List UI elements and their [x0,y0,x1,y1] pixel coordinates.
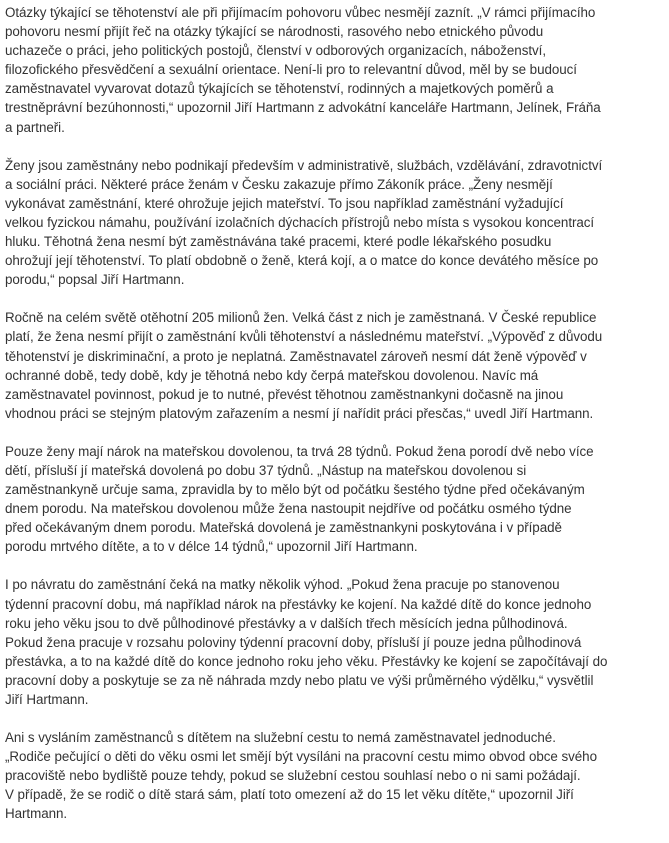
paragraph-line: Ročně na celém světě otěhotní 205 milionů žen. Velká část z nich je zaměstnaná. V České republice [5,310,597,326]
paragraph-line: V případě, že se rodič o dítě stará sám, platí toto omezení až do 15 let věku dítěte,“ upozornil Jiří [5,787,574,803]
paragraph-line: „Rodiče pečující o děti do věku osmi let smějí být vysíláni na pracovní cestu mimo obvod obce svého [5,749,597,765]
paragraph-line: dětí, přísluší jí mateřská dovolená po dobu 37 týdnů. „Nástup na mateřskou dovolenou si [5,462,527,478]
paragraph-line: před očekávaným dnem porodu. Mateřská dovolená je zaměstnankyni poskytována i v případě [5,520,562,536]
paragraph-line: Ženy jsou zaměstnány nebo podnikají především v administrativě, službách, vzdělávání, zdravotnictví [5,157,603,173]
paragraph-line: I po návratu do zaměstnání čeká na matky několik výhod. „Pokud žena pracuje po stanovenou [5,577,560,593]
paragraph-interview-questions [5,3,665,137]
paragraph-line: uchazeče o práci, jeho politických postojů, členství v odborových organizacích, náboženství, [5,43,546,59]
paragraph-line: Ani s vysláním zaměstnanců s dítětem na služební cestu to nemá zaměstnavatel jednoduché. [5,730,556,746]
paragraph-line: zaměstnankyně určuje sama, zpravidla by to mělo být od počátku šestého týdne před očekávaným [5,482,585,498]
paragraph-line: vhodnou práci se stejným platovým zařazením a nesmí jí nařídit práci přesčas,“ uvedl Jiří Hartmann. [5,405,594,421]
paragraph-line: přestávka, a to na každé dítě do konce jednoho roku jeho věku. Přestávky ke kojení se započítávají do [5,653,608,669]
paragraph-line: velkou fyzickou námahu, používání izolačních dýchacích přístrojů nebo místa s vysokou koncentrací [5,214,595,230]
paragraph-line: zaměstnavatel povinnost, pokud je to nutné, převést těhotnou zaměstnankyni dočasně na jinou [5,386,564,402]
paragraph-line: porodu mrtvého dítěte, a to v délce 14 týdnů,“ upozornil Jiří Hartmann. [5,539,418,555]
paragraph-line: vykonávat zaměstnání, které ohrožuje jejich mateřství. To jsou například zaměstnání vyžadující [5,195,564,211]
paragraph-line: a partneři. [5,119,65,135]
paragraph-maternity-leave [5,442,665,557]
paragraph-line: Pouze ženy mají nárok na mateřskou dovolenou, ta trvá 28 týdnů. Pokud žena porodí dvě nebo více [5,443,594,459]
paragraph-line: Jiří Hartmann. [5,692,89,707]
paragraph-nursing-breaks [5,575,665,709]
paragraph-line: ochranné době, tedy době, kdy je těhotná nebo kdy čerpá mateřskou dovolenou. Navíc má [5,367,539,383]
paragraph-line: pohovoru nesmí přijít řeč na otázky týkající se národnosti, rasového nebo etnického původu [5,24,544,40]
paragraph-line: roku jeho věku jsou to dvě půlhodinové přestávky a v dalších třech měsících jedna půlhodinová. [5,615,568,631]
paragraph-line: Pokud žena pracuje v rozsahu poloviny týdenní pracovní doby, přísluší jí pouze jedna půlhodinová [5,634,582,650]
paragraph-line: zaměstnavatel vyvarovat dotazů týkajících se těhotenství, rodinných a majetkových poměrů a [5,81,554,97]
paragraph-line: dnem porodu. Na mateřskou dovolenou může žena nastoupit nejdříve od počátku osmého týdne [5,501,572,517]
paragraph-business-trips [5,728,665,823]
paragraph-line: ohrožují její těhotenství. To platí obdobně o ženě, která kojí, a o matce do konce devátého měsíce po [5,253,599,269]
paragraph-line: trestněprávní bezúhonnosti,“ upozornil Jiří Hartmann z advokátní kanceláře Hartmann, Jelínek, Fráňa [5,100,601,116]
article-body [5,3,665,843]
paragraph-line: pracovní doby a poskytuje se za ně náhrada mzdy nebo platu ve výši průměrného výdělku,“ vysvětlil [5,672,594,688]
paragraph-line: hluku. Těhotná žena nesmí být zaměstnávána také pracemi, které podle lékařského posudku [5,234,552,250]
paragraph-line: pracoviště nebo bydliště pouze tehdy, pokud se služební cestou souhlasí nebo o ni sami požádají. [5,768,581,784]
paragraph-line: a sociální práci. Některé práce ženám v Česku zakazuje přímo Zákoník práce. „Ženy nesmějí [5,176,553,192]
paragraph-line: Otázky týkající se těhotenství ale při přijímacím pohovoru vůbec nesmějí zaznít. „V rámci přijímacího [5,5,596,20]
paragraph-line: porodu,“ popsal Jiří Hartmann. [5,272,185,288]
paragraph-line: těhotenství je diskriminační, a proto je neplatná. Zaměstnavatel zároveň nesmí dát ženě výpověď v [5,348,587,364]
paragraph-restricted-work [5,156,665,290]
paragraph-line: týdenní pracovní dobu, má například nárok na přestávky ke kojení. Na každé dítě do konce jednoho [5,596,592,612]
paragraph-line: filozofického přesvědčení a sexuální orientace. Není-li pro to relevantní důvod, měl by se budoucí [5,62,577,78]
paragraph-line: Hartmann. [5,806,68,822]
paragraph-line: platí, že žena nesmí přijít o zaměstnání kvůli těhotenství a následnému mateřství. „Výpověď z důvodu [5,329,603,345]
paragraph-dismissal-protection [5,308,665,423]
